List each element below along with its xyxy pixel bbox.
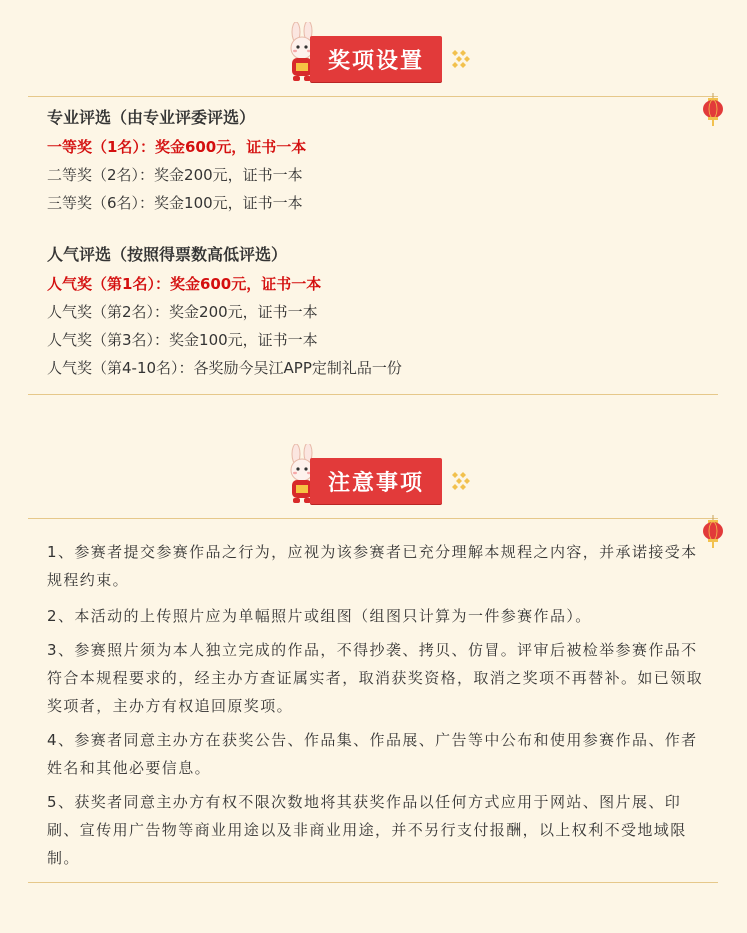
divider	[28, 518, 718, 519]
award-line: 人气奖（第4-10名）：各奖励今吴江APP定制礼品一份	[47, 359, 402, 377]
note-item: 2、本活动的上传照片应为单幅照片或组图（组图只计算为一件参赛作品）。	[47, 607, 592, 625]
note-item: 4、参赛者同意主办方在获奖公告、作品集、作品展、广告等中公布和使用参赛作品、作者姓名和其他必要信息。	[47, 731, 698, 777]
award-line: 人气奖（第1名）：奖金600元，证书一本	[47, 275, 322, 293]
lantern-icon	[700, 93, 726, 127]
divider	[28, 96, 718, 97]
award-line: 二等奖（2名）：奖金200元，证书一本	[47, 166, 303, 184]
award-line: 一等奖（1名）：奖金600元，证书一本	[47, 138, 307, 156]
note-item: 5、获奖者同意主办方有权不限次数地将其获奖作品以任何方式应用于网站、图片展、印刷、宣传用广告物等商业用途以及非商业用途，并不另行支付报酬，以上权利不受地域限制。	[47, 793, 687, 867]
note-item: 3、参赛照片须为本人独立完成的作品，不得抄袭、拷贝、仿冒。评审后被检举参赛作品不符合本规程要求的，经主办方查证属实者，取消获奖资格，取消之奖项不再替补。如已领取奖项者，主办方有权追回原奖项。	[47, 641, 704, 715]
section-banner-awards	[280, 22, 480, 92]
diamond-pattern-icon	[450, 49, 470, 71]
award-line: 人气奖（第2名）：奖金200元，证书一本	[47, 303, 318, 321]
diamond-pattern-icon	[450, 471, 470, 493]
group-heading-popularity: 人气评选（按照得票数高低评选）	[47, 245, 288, 264]
section-title-awards: 奖项设置	[310, 36, 442, 82]
group-heading-professional: 专业评选（由专业评委评选）	[47, 108, 256, 127]
divider	[28, 394, 718, 395]
award-line: 人气奖（第3名）：奖金100元，证书一本	[47, 331, 318, 349]
note-item: 1、参赛者提交参赛作品之行为，应视为该参赛者已充分理解本规程之内容，并承诺接受本规程约束。	[47, 543, 698, 589]
section-banner-notes	[280, 444, 480, 514]
divider	[28, 882, 718, 883]
section-title-notes: 注意事项	[310, 458, 442, 504]
award-line: 三等奖（6名）：奖金100元，证书一本	[47, 194, 303, 212]
